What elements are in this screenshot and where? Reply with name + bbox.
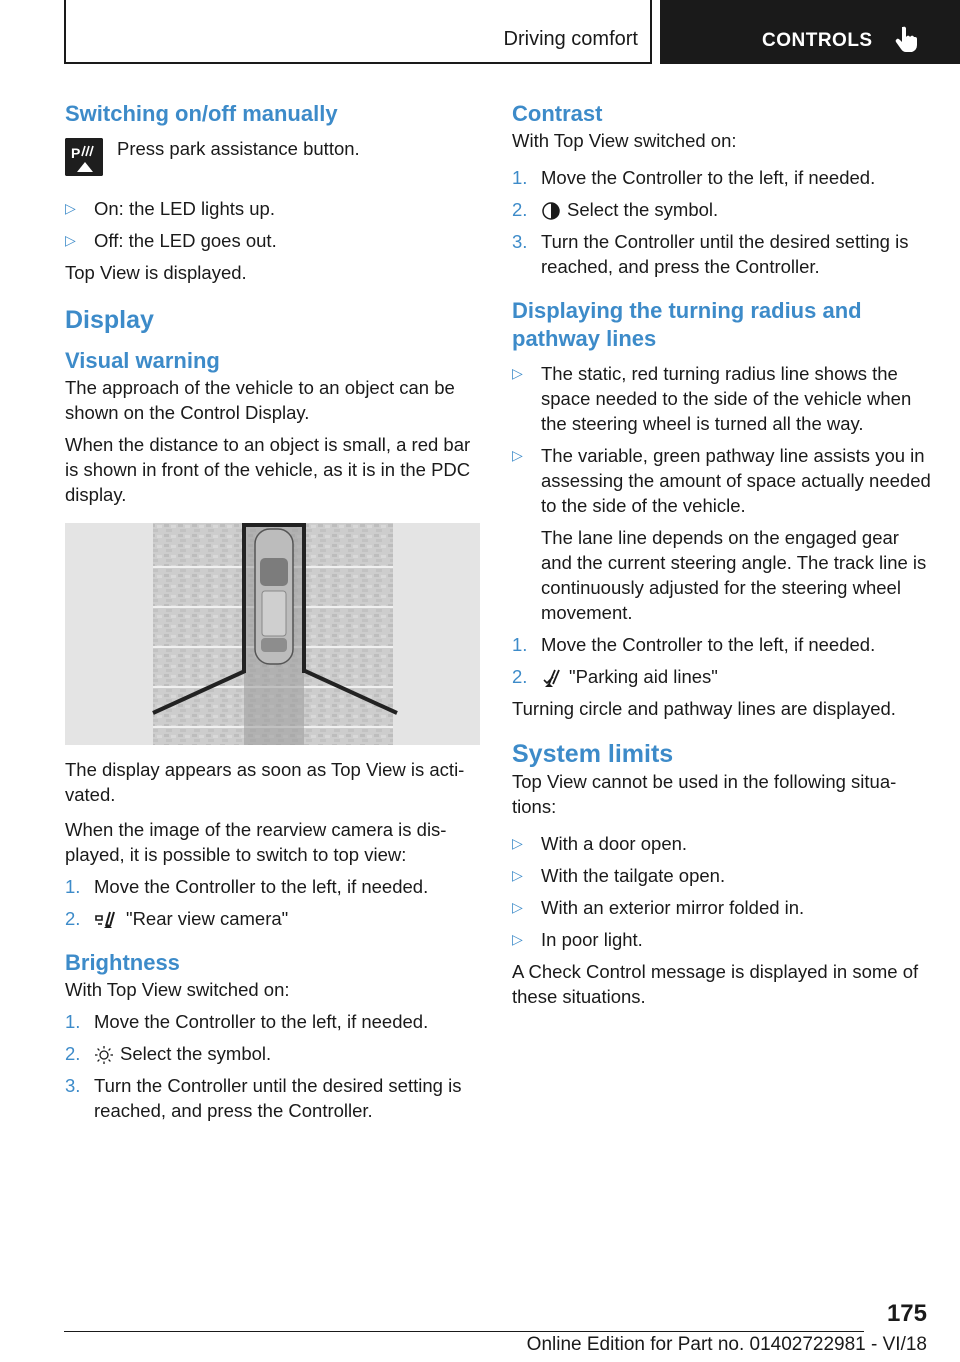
heading-visual-warning: Visual warning — [65, 348, 220, 373]
list-item: ▷ The static, red turning radius line shows the space needed to the side of the vehicle when the steering wheel is turned all the way. — [512, 363, 912, 434]
list-item: ▷ With an exterior mirror folded in. — [512, 897, 805, 918]
page-number: 175 — [886, 1300, 927, 1327]
footer-divider — [64, 1331, 864, 1332]
paragraph: The lane line depends on the engaged gear and the current steering angle. The track line is continuously adjusted for the steering wheel movement. — [541, 527, 927, 623]
paragraph: When the image of the rearview camera is dis‐played, it is possible to switch to top view: — [65, 819, 447, 865]
chapter-tab — [660, 0, 960, 64]
contrast-icon — [541, 201, 561, 221]
list-item: ▷ On: the LED lights up. — [65, 198, 275, 219]
step-item: 1. Move the Controller to the left, if needed. — [65, 876, 429, 897]
hand-pointer-icon — [895, 25, 919, 53]
step-item: 3. Turn the Controller until the desired setting is reached, and press the Controller. — [512, 231, 909, 277]
heading-system-limits: System limits — [512, 740, 674, 768]
paragraph: With Top View switched on: — [512, 130, 737, 151]
bullet-icon: ▷ — [512, 931, 523, 947]
list-item: ▷ In poor light. — [512, 929, 643, 950]
step-item: 1. Move the Controller to the left, if needed. — [512, 167, 876, 188]
paragraph: Top View cannot be used in the following situa‐tions: — [512, 771, 897, 817]
bullet-icon: ▷ — [512, 447, 523, 463]
paragraph: When the distance to an object is small, a red bar is shown in front of the vehicle, as it is in the PDC display. — [65, 434, 471, 505]
paragraph: The approach of the vehicle to an object can be shown on the Control Display. — [65, 377, 455, 423]
list-item: ▷ With a door open. — [512, 833, 688, 854]
step-item: 2. Select the symbol. — [512, 199, 719, 220]
parking-lines-icon — [541, 668, 563, 688]
bullet-icon: ▷ — [512, 899, 523, 915]
paragraph: The display appears as soon as Top View is acti‐vated. — [65, 759, 465, 805]
rear-camera-icon — [94, 910, 120, 930]
list-item: ▷ The variable, green pathway line assists you in assessing the amount of space actually needed to the side of the vehicle. — [512, 445, 931, 516]
park-assist-icon — [65, 138, 103, 176]
svg-text:P: P — [71, 145, 81, 161]
paragraph: With Top View switched on: — [65, 979, 290, 1000]
chapter-title: CONTROLS — [762, 30, 873, 51]
paragraph: A Check Control message is displayed in some of these situations. — [512, 961, 919, 1007]
step-item: 2. Select the symbol. — [65, 1043, 272, 1064]
paragraph: Turning circle and pathway lines are displayed. — [512, 698, 896, 719]
sun-icon — [94, 1045, 114, 1065]
bullet-icon: ▷ — [512, 867, 523, 883]
heading-switching: Switching on/off manually — [65, 101, 338, 126]
step-item: 3. Turn the Controller until the desired setting is reached, and press the Controller. — [65, 1075, 462, 1121]
section-title: Driving comfort — [503, 28, 638, 50]
list-item: ▷ Off: the LED goes out. — [65, 230, 277, 251]
step-item: 1. Move the Controller to the left, if needed. — [65, 1011, 429, 1032]
park-assist-row — [65, 136, 480, 186]
list-item: ▷ With the tailgate open. — [512, 865, 726, 886]
page-header — [0, 0, 960, 66]
top-view-figure — [65, 523, 480, 745]
bullet-icon: ▷ — [65, 232, 76, 248]
heading-contrast: Contrast — [512, 101, 603, 126]
heading-turning-radius: Displaying the turning radius and pathway lines — [512, 298, 862, 351]
right-column — [512, 100, 932, 1016]
heading-display: Display — [65, 306, 154, 334]
section-tab — [64, 0, 652, 64]
bullet-icon: ▷ — [65, 200, 76, 216]
step-item: 2. "Rear view camera" — [65, 908, 289, 929]
step-item: 1. Move the Controller to the left, if needed. — [512, 634, 876, 655]
bullet-icon: ▷ — [512, 835, 523, 851]
left-column — [65, 100, 480, 1130]
bullet-icon: ▷ — [512, 365, 523, 381]
step-item: 2. "Parking aid lines" — [512, 666, 718, 687]
paragraph: Top View is displayed. — [65, 262, 247, 283]
heading-brightness: Brightness — [65, 950, 180, 975]
park-assist-text: Press park assistance button. — [117, 138, 360, 159]
edition-footer: Online Edition for Part no. 01402722981 - VI/18 — [526, 1334, 927, 1355]
